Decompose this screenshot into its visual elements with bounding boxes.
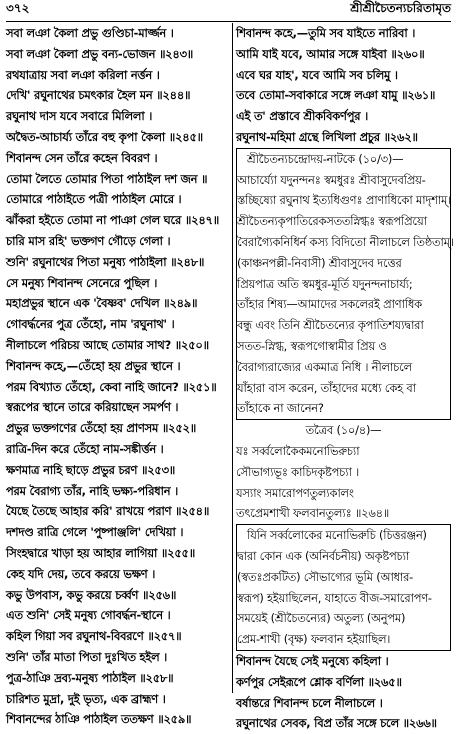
verse-line: গোবৰ্দ্ধনের পুত্র তেঁহো, নাম 'রঘুনাথ' । bbox=[6, 317, 175, 332]
commentary-line: বৈরাগ্যৈকনিধির্ন কস্য বিদিতো নীলাচলে তিষ্ঠতাম্। bbox=[237, 234, 454, 249]
verse-line: মহাপ্রভুর স্থানে এক 'বৈষ্ণব' দেখিল ॥২৪৯॥ bbox=[6, 296, 198, 311]
verse-line: ক্ষণমাত্র নাহি ছাড়ে প্রভুর চরণ ॥২৫৩॥ bbox=[6, 462, 176, 477]
commentary-line: (স্বতঃপ্রকটিত) সৌভাগ্যের ভূমি (আধার- bbox=[237, 569, 414, 584]
verse-line: দেখি' রঘুনাথের চমৎকার হৈল মন ॥২৪৪॥ bbox=[6, 88, 191, 103]
verse-line: পরম বিখ্যাত তেঁহো, কেবা নাহি জানে? ॥২৫১॥ bbox=[6, 379, 217, 394]
verse-line: পুত্র-ঠাঞি দ্রব্য-মনুষ্য পাঠাইল ॥২৫৮॥ bbox=[6, 670, 174, 685]
commentary-line: স্তচ্ছিষ্যো রঘুনাথ ইত্যধিগুণঃ প্রাণাধিকো মাদৃশাম্। bbox=[237, 193, 451, 208]
verse-line: রঘুনাথ-মহিমা গ্রন্থে লিখিলা প্রচুর ॥২৬২॥ bbox=[236, 129, 418, 144]
verse-line: কহিল গিয়া সব রঘুনাথ-বিবরণে ॥২৫৭॥ bbox=[6, 629, 182, 644]
verse-line: এত শুনি' সেই মনুষ্য গোবৰ্দ্ধন-স্থানে । bbox=[6, 608, 171, 623]
commentary-line: তাঁহার শিষ্য—আমাদের সকলেরই প্রাণাধিক bbox=[237, 297, 422, 312]
page-header bbox=[6, 0, 451, 20]
commentary-line: স্বরূপ) হইয়াছিলেন, যাহাতে বীজ-সমারোপণ- bbox=[237, 590, 432, 605]
commentary-heading: শ্রীচৈতন্যচন্দ্রোদয়-নাটকে (১০/৩)— bbox=[247, 151, 404, 166]
verse-line: শিবানন্দ কহে,—তেঁহো হয় প্রভুর স্থানে । bbox=[6, 358, 181, 373]
verse-line: এই ত' প্রস্তাবে শ্রীকবিকর্ণপুর । bbox=[236, 109, 368, 124]
verse-line: কভু উপবাস, কভু করয়ে চর্ব্বণ ॥২৫৬॥ bbox=[6, 587, 177, 602]
right-column bbox=[236, 23, 454, 731]
commentary-line: যিনি সর্ব্বলোকের মনোভিরুচি (চিত্তরঞ্জন) bbox=[247, 528, 427, 543]
verse-line: সবা লঞা কৈলা প্রভু গুণ্ডিচা-মার্জ্জন । bbox=[6, 26, 174, 40]
commentary-line: প্রিয়পাত্র অতি স্বমধুর-মূর্তি যদুনন্দনাচার্য্য; bbox=[237, 276, 413, 291]
verse-line: শুনি' রঘুনাথের পিতা মনুষ্য পাঠাইলা ॥২৪৮॥ bbox=[6, 254, 205, 269]
commentary-line: দ্বারা কোন এক (অনির্বচনীয়) অকৃষ্টপচ্যা bbox=[237, 548, 410, 563]
commentary-line: সতত-স্নিগ্ধ, স্বরূপগোস্বামীর প্রিয় ও bbox=[237, 338, 387, 353]
verse-line: রাত্রি-দিন করে তেঁহো নাম-সঙ্কীর্ত্তন । bbox=[6, 441, 164, 456]
verse-line: শিবানন্দ যৈছে সেই মনুষ্যে কহিলা । bbox=[236, 653, 389, 668]
commentary-box-2 bbox=[236, 524, 451, 651]
verse-line: যৈছে তৈছে আহার করি' রাখয়ে পরাণ ॥২৫৪॥ bbox=[6, 504, 210, 519]
left-column bbox=[6, 23, 230, 727]
page-number: ৩৭২ bbox=[6, 1, 30, 15]
verse-line: আমি যাই যবে, আমার সঙ্গে যাইবা ॥২৬০॥ bbox=[236, 46, 425, 61]
sanskrit-line: যস্যাং সমারোপণতুল্যকালং bbox=[236, 485, 354, 500]
verse-line: শিবানন্দ সেন তাঁরে কহেন বিবরণ । bbox=[6, 150, 158, 165]
reference-heading: তত্রৈব (১০/৪)— bbox=[305, 423, 382, 438]
column-divider bbox=[232, 23, 233, 693]
verse-line: সিংহদ্বারে খাড়া হয় আহার লাগিয়া ॥২৫৫॥ bbox=[6, 545, 195, 560]
verse-line: সে মনুষ্য শিবানন্দ সেনেরে পুছিল । bbox=[6, 275, 158, 290]
commentary-line: শ্রীচৈতন্যকৃপাতিরেকসততস্নিগ্ধঃ স্বরূপপ্রিয়ো bbox=[237, 214, 427, 229]
commentary-line: বৈরাগ্যরাজ্যের একমাত্র নিধি । নীলাচলে bbox=[237, 359, 412, 374]
commentary-line: সময়েই (শ্রীচৈতন্যের) অতুল্য (অনুপম) bbox=[237, 611, 406, 626]
sanskrit-line: তৎপ্রেমশাখী ফলবানতুল্যঃ ॥২৬৪॥ bbox=[236, 506, 390, 521]
verse-line: রঘুনাথের সেবক, বিপ্র তাঁর সঙ্গে চলে ॥২৬৬॥ bbox=[236, 716, 437, 731]
commentary-line: প্রেম-শাখী (বৃক্ষ) ফলবান হইয়াছিল। bbox=[237, 632, 391, 647]
verse-line: রথযাত্রায় সবা লঞা করিলা নর্ত্তন । bbox=[6, 67, 160, 82]
verse-line: নীলাচলে পরিচয় আছে তোমার সাথ? ॥২৫০॥ bbox=[6, 337, 209, 352]
verse-line: পরম বৈরাগ্য তাঁর, নাহি ভক্ষ্য-পরিধান । bbox=[6, 483, 178, 498]
verse-line: কেহ যদি দেয়, তবে করয়ে ভক্ষণ । bbox=[6, 566, 156, 581]
verse-line: শিবানন্দের ঠাঞি পাঠাইল ততক্ষণ ॥২৫৯॥ bbox=[6, 712, 192, 727]
commentary-line: যাঁহারা বাস করেন, তাঁহাদের মধ্যে কেহ বা bbox=[237, 380, 416, 395]
verse-line: তোমারে পাঠাইতে পত্রী পাঠাইল মোরে । bbox=[6, 192, 182, 207]
verse-line: প্রভুর ভক্তগণের তেঁহো হয় প্রাণসম ॥২৫২॥ bbox=[6, 421, 196, 436]
verse-line: শিবানন্দ কহে,—তুমি সব যাইতে নারিবা । bbox=[236, 26, 416, 40]
header-rule bbox=[6, 21, 451, 22]
verse-line: সবা লঞা কৈলা প্রভু বন্য-ভোজন ॥২৪৩॥ bbox=[6, 46, 194, 61]
commentary-line: বন্ধু এবং তিনি শ্রীচৈতন্যের কৃপাতিশয্যদ্বারা bbox=[237, 318, 424, 333]
commentary-line: (কাঞ্চনপল্লী-নিবাসী) শ্রীবাসুদেব দত্তের bbox=[237, 255, 402, 270]
verse-line: ঝাঁকরা হইতে তোমা না পাঞা গেল ঘরে ॥২৪৭॥ bbox=[6, 213, 219, 228]
verse-line: রঘুনাথ দাস যবে সবারে মিলিলা । bbox=[6, 109, 153, 124]
running-title: শ্রীশ্রীচৈতন্যচরিতামৃত bbox=[350, 1, 451, 15]
commentary-box-1 bbox=[236, 148, 454, 420]
verse-line: কর্ণপুর সেইরূপে শ্লোক বর্ণিলা ॥২৬৫॥ bbox=[236, 674, 402, 689]
sanskrit-line: যঃ সর্ব্বলোকৈকমনোভিরুচ্যা bbox=[236, 443, 360, 458]
verse-line: অদ্বৈত-আচার্য্য তাঁরে বহু কৃপা কৈলা ॥২৪৫॥ bbox=[6, 129, 203, 144]
verse-line: তোমা লৈতে তোমার পিতা পাঠাইল দশ জন ॥ bbox=[6, 171, 208, 186]
verse-line: বর্ষান্তরে শিবানন্দ চলে নীলাচলে । bbox=[236, 695, 383, 710]
sanskrit-line: সৌভাগ্যভূঃ কাচিদকৃষ্টপচ্যা । bbox=[236, 464, 359, 479]
verse-line: এবে ঘর যাহ', যবে আমি সব চলিমু । bbox=[236, 67, 398, 82]
verse-line: তবে তোমা-সবাকারে সঙ্গে লঞা যামু ॥২৬১॥ bbox=[236, 88, 436, 103]
verse-line: চারি মাস রহি' ভক্তগণ গৌড়ে গেলা । bbox=[6, 233, 171, 248]
verse-line: চারিশত মুদ্রা, দুই ভৃত্য, এক ব্রাহ্মণ । bbox=[6, 691, 166, 706]
verse-line: শুনি' তাঁর মাতা পিতা দুঃখিত হইল । bbox=[6, 649, 167, 664]
commentary-line: তাঁহাকে না জানেন? bbox=[237, 401, 324, 416]
verse-line: দশদণ্ড রাত্রি গেলে 'পুষ্পাঞ্জলি' দেখিয়া । bbox=[6, 525, 184, 540]
commentary-line: আচার্য্যো যদুনন্দনঃ স্বমধুরঃ শ্রীবাসুদেবপ্রিয়- bbox=[237, 172, 426, 187]
verse-line: স্বরূপের স্থানে তারে করিয়াছেন সমর্পণ । bbox=[6, 400, 179, 415]
